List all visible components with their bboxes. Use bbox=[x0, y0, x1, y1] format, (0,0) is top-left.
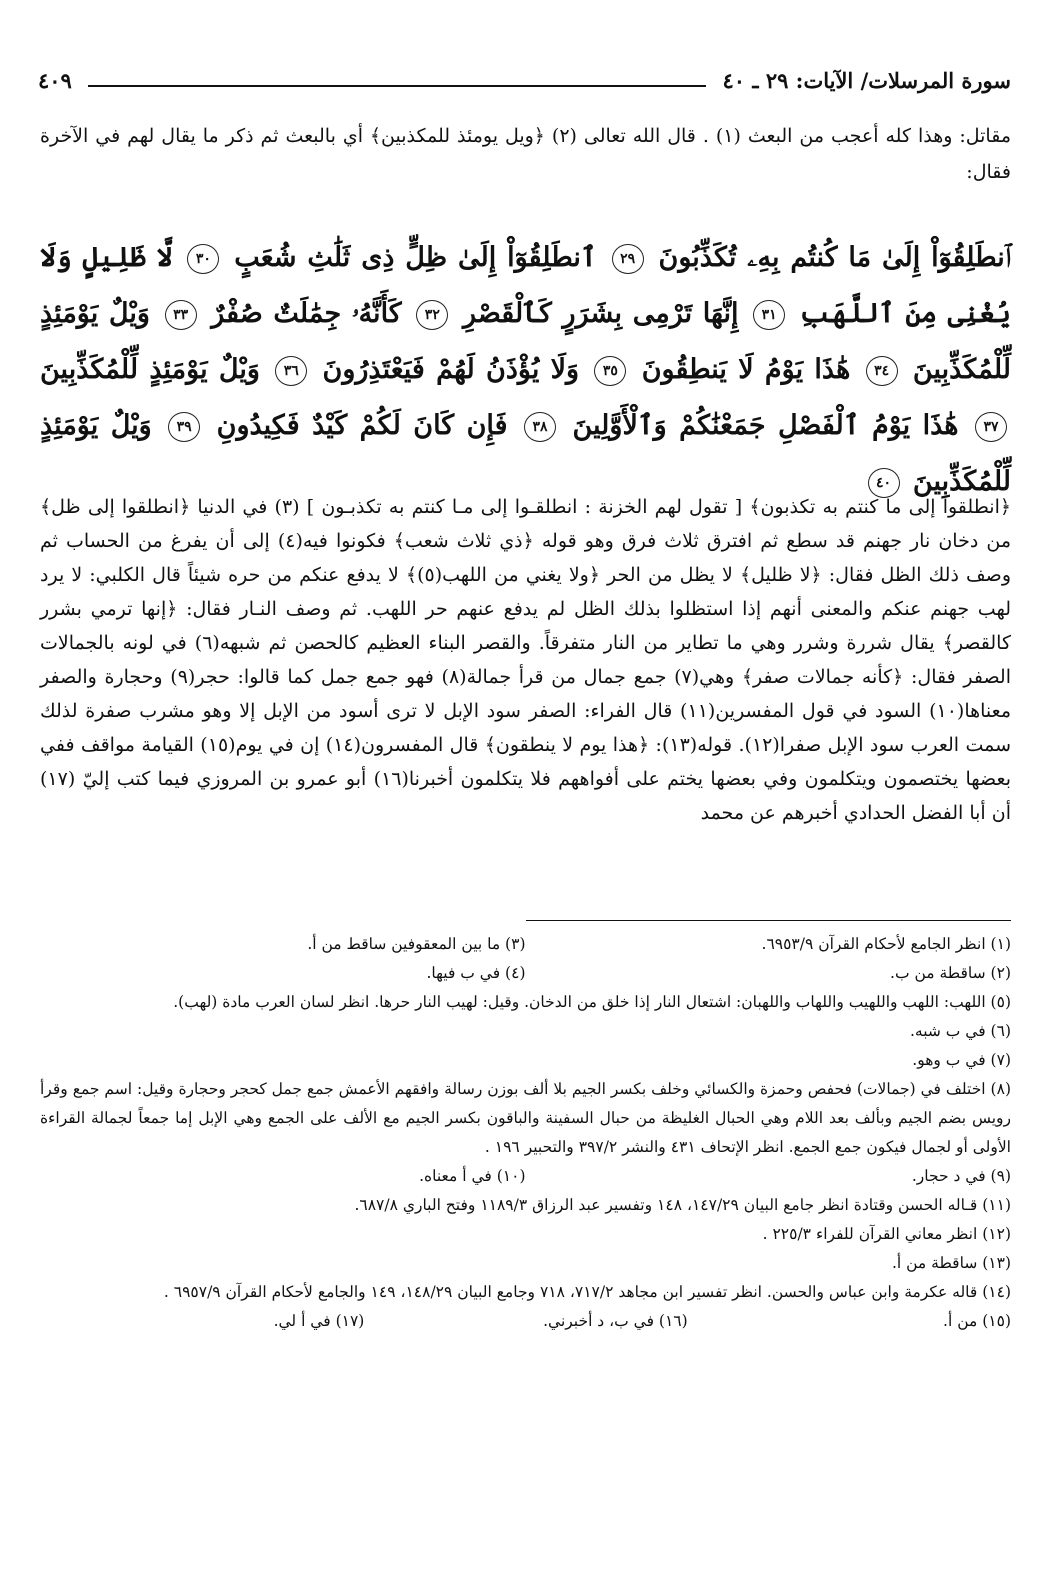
footnote-5: (٥) اللهب: اللهب واللهيب واللهاب واللهبان: اشتعال النار إذا خلق من الدخان. وقيل: لهيب النار حرها. انظر لسان العرب مادة (لهب). bbox=[173, 993, 1011, 1011]
ayah-number-marker: ٣٤ bbox=[866, 356, 898, 386]
footnote-15: (١٥) من أ. bbox=[943, 1312, 1011, 1330]
verse-text: وَيْلٌ يَوْمَئِذٍ لِّلْمُكَذِّبِينَ bbox=[40, 410, 1011, 497]
header-rule bbox=[88, 85, 707, 87]
footnote-9: (٩) في د حجار. bbox=[911, 1167, 1011, 1185]
footnote-12: (١٢) انظر معاني القرآن للفراء ٢٢٥/٣ . bbox=[762, 1225, 1011, 1243]
footnote-17: (١٧) في أ لي. bbox=[273, 1312, 365, 1330]
footnote-6: (٦) في ب شبه. bbox=[909, 1022, 1011, 1040]
footnote-separator bbox=[526, 920, 1011, 921]
footnote-11: (١١) قـاله الحسن وقتادة انظر جامع البيان ١٤٧/٢٩، ١٤٨ وتفسير عبد الرزاق ١١٨٩/٣ وفتح الباري ٦٨٧/٨. bbox=[354, 1196, 1011, 1214]
footnote-16: (١٦) في ب، د أخبرني. bbox=[543, 1312, 688, 1330]
ayah-number-marker: ٣٩ bbox=[168, 412, 200, 442]
footnote-10: (١٠) في أ معناه. bbox=[419, 1167, 526, 1185]
ayah-number-marker: ٣٢ bbox=[416, 300, 448, 330]
footnote-8: (٨) اختلف في (جمالات) فحفص وحمزة والكسائي وخلف بكسر الجيم بلا ألف بوزن رسالة وافقهم الأعمش جمع جمل كحجر وحجارة وقيل: اسم جمع وقرأ رويس بضم الجيم وبألف بعد اللام وهي الحبال الغليظة من حبال السفينة والباقون بكسر الجيم مع الألف على الجمع وهي الإبل إما جمعاً لجمالة القراءة الأولى أو لجمال فيكون جمع الجمع. انظر الإتحاف ٤٣١ والنشر ٣٩٧/٢ والتحبير ١٩٦ . bbox=[40, 1080, 1011, 1156]
footnote-row bbox=[40, 1307, 1011, 1336]
verse-text: كَأَنَّهُۥ جِمَٰلَتٌ صُفْرٌ bbox=[211, 298, 402, 329]
footnote-4: (٤) في ب فيها. bbox=[426, 964, 526, 982]
ayah-number-marker: ٣٠ bbox=[187, 244, 219, 274]
commentary-paragraph: ﴿انطلقوا إلى ما كنتم به تكذبون﴾ [ تقول لهم الخزنة : انطلقـوا إلى مـا كنتم به تكذبـون ] (٣) في الدنيا ﴿انطلقوا إلى ظل﴾ من دخان نار جهنم قد سطع ثم افترق ثلاث فرق وهو قوله ﴿ذي ثلاث شعب﴾ فكونوا فيه(٤) إلى أن يفرغ من الحساب ثم وصف ذلك الظل فقال: ﴿لا ظليل﴾ لا يظل من الحر ﴿ولا يغني من اللهب(٥)﴾ لا يدفع عنكم من حره شيئاً قال الكلبي: لا يرد لهب جهنم عنكم والمعنى أنهم إذا استظلوا بذلك الظل لم يدفع عنهم حر اللهب. ثم وصف النـار فقال: ﴿إنها ترمي بشرر كالقصر﴾ يقال شررة وشرر وهي ما تطاير من النار متفرقاً. والقصر البناء العظيم كالحصن ثم شبهه(٦) في لونه بالجمالات الصفر فقال: ﴿كأنه جمالات صفر﴾ وهي(٧) جمع جمال من قرأ جمالة(٨) فهو جمع جمل كما قالوا: حجر(٩) وحجارة والصفر معناها(١٠) السود في قول المفسرين(١١) قال الفراء: الصفر سود الإبل لا ترى أسود من الإبل إلا وهو مشرب صفرة لذلك سمت العرب سود الإبل صفرا(١٢). قوله(١٣): ﴿هذا يوم لا ينطقون﴾ قال المفسرون(١٤) إن في يوم(١٥) القيامة مواقف ففي بعضها يختصمون ويتكلمون وفي بعضها يختم على أفواههم فلا يتكلمون أخبرنا(١٦) أبو عمرو بن المروزي فيما كتب إليّ (١٧) أن أبا الفضل الحدادي أخبرهم عن محمد bbox=[40, 496, 1012, 824]
intro-paragraph: مقاتل: وهذا كله أعجب من البعث (١) . قال الله تعالى (٢) ﴿ويل يومئذ للمكذبين﴾ أي بالبعث ثم ذكر ما يقال لهم في الآخرة فقال: bbox=[40, 125, 1012, 183]
ayah-number-marker: ٣٣ bbox=[165, 300, 197, 330]
verse-text: هَٰذَا يَوْمُ لَا يَنطِقُونَ bbox=[641, 354, 851, 385]
footnote-1: (١) انظر الجامع لأحكام القرآن ٦٩٥٣/٩. bbox=[761, 935, 1011, 953]
footnote-row bbox=[40, 959, 1011, 988]
ayah-number-marker: ٣٧ bbox=[975, 412, 1007, 442]
ayah-number-marker: ٢٩ bbox=[612, 244, 644, 274]
surah-title: سورة المرسلات/ الآيات: ٢٩ ـ ٤٠ bbox=[722, 67, 1011, 93]
commentary-block bbox=[40, 490, 1011, 830]
page-number: ٤٠٩ bbox=[38, 67, 72, 93]
footnote-row bbox=[40, 1162, 1011, 1191]
footnote-2: (٢) ساقطة من ب. bbox=[890, 964, 1011, 982]
verse-text: وَيْلٌ يَوْمَئِذٍ لِّلْمُكَذِّبِينَ bbox=[40, 298, 1011, 385]
verse-text: فَإِن كَانَ لَكُمْ كَيْدٌ فَكِيدُونِ bbox=[216, 410, 508, 441]
running-header bbox=[38, 60, 1011, 100]
footnote-13: (١٣) ساقطة من أ. bbox=[891, 1254, 1011, 1272]
footnote-7: (٧) في ب وهو. bbox=[912, 1051, 1011, 1069]
footnote-row bbox=[40, 930, 1011, 959]
verse-text: ٱنطَلِقُوٓاْ إِلَىٰ ظِلٍّ ذِى ثَلَٰثِ شُعَبٍ bbox=[234, 242, 597, 273]
verse-text: وَلَا يُؤْذَنُ لَهُمْ فَيَعْتَذِرُونَ bbox=[322, 354, 580, 385]
ayah-number-marker: ٣٥ bbox=[594, 356, 626, 386]
verse-text: لَّا ظَلِيلٍ وَلَا يُغْنِى مِنَ ٱللَّهَبِ bbox=[40, 242, 1011, 329]
verse-text: وَيْلٌ يَوْمَئِذٍ لِّلْمُكَذِّبِينَ bbox=[40, 354, 260, 385]
verse-text: ٱنطَلِقُوٓاْ إِلَىٰ مَا كُنتُم بِهِۦ تُكَذِّبُونَ bbox=[658, 242, 1011, 273]
footnotes-block bbox=[40, 930, 1011, 1336]
verse-text: هَٰذَا يَوْمُ ٱلْفَصْلِ جَمَعْنَٰكُمْ وَٱلْأَوَّلِينَ bbox=[572, 410, 959, 441]
verse-text: إِنَّهَا تَرْمِى بِشَرَرٍ كَٱلْقَصْرِ bbox=[463, 298, 739, 329]
ayah-number-marker: ٣٦ bbox=[275, 356, 307, 386]
ayah-number-marker: ٣١ bbox=[753, 300, 785, 330]
footnote-14: (١٤) قاله عكرمة وابن عباس والحسن. انظر تفسير ابن مجاهد ٧١٧/٢، ٧١٨ وجامع البيان ١٤٨/٢٩، ١٤٩ والجامع لأحكام القرآن ٦٩٥٧/٩ . bbox=[163, 1283, 1011, 1301]
ayah-number-marker: ٤٠ bbox=[868, 468, 900, 498]
ayah-number-marker: ٣٨ bbox=[524, 412, 556, 442]
footnote-3: (٣) ما بين المعقوفين ساقط من أ. bbox=[307, 935, 526, 953]
quran-verses-block bbox=[40, 230, 1011, 510]
